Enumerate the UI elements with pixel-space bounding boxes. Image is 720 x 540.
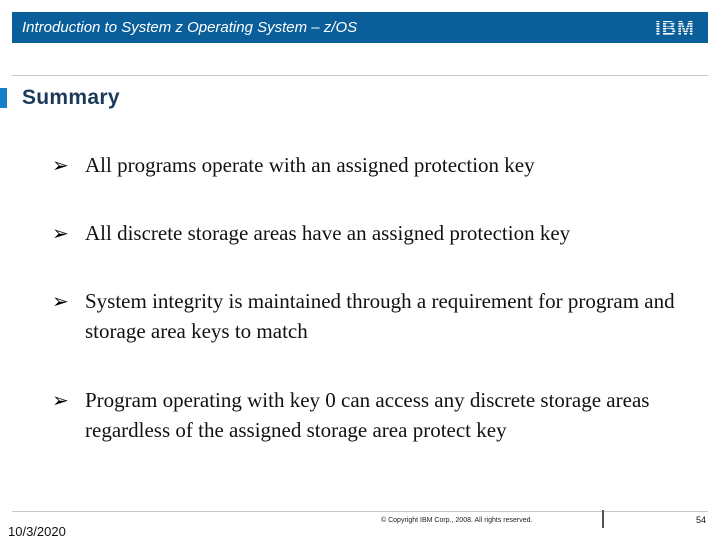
header-bar	[12, 12, 708, 43]
bullet-text: Program operating with key 0 can access any discrete storage areas regardless of the assigned storage area protect key	[85, 388, 650, 442]
arrow-bullet-icon: ➢	[52, 388, 69, 412]
footer-date: 10/3/2020	[8, 524, 66, 539]
arrow-bullet-icon: ➢	[52, 289, 69, 313]
bullet-text: All programs operate with an assigned protection key	[85, 153, 535, 177]
footer-copyright: © Copyright IBM Corp., 2008. All rights reserved.	[381, 517, 533, 524]
arrow-bullet-icon: ➢	[52, 221, 69, 245]
footer-separator	[602, 510, 604, 528]
title-accent-bar	[0, 88, 7, 108]
arrow-bullet-icon: ➢	[52, 153, 69, 177]
top-divider	[12, 75, 708, 76]
page-number: 54	[696, 515, 707, 525]
header-title: Introduction to System z Operating System – z/OS	[22, 19, 358, 36]
ibm-logo-icon	[652, 18, 698, 38]
bullet-text: System integrity is maintained through a requirement for program and storage area keys to match	[85, 289, 675, 343]
bullet-text: All discrete storage areas have an assigned protection key	[85, 221, 571, 245]
svg-text:IBM: IBM	[655, 18, 695, 38]
slide-title: Summary	[22, 86, 120, 109]
